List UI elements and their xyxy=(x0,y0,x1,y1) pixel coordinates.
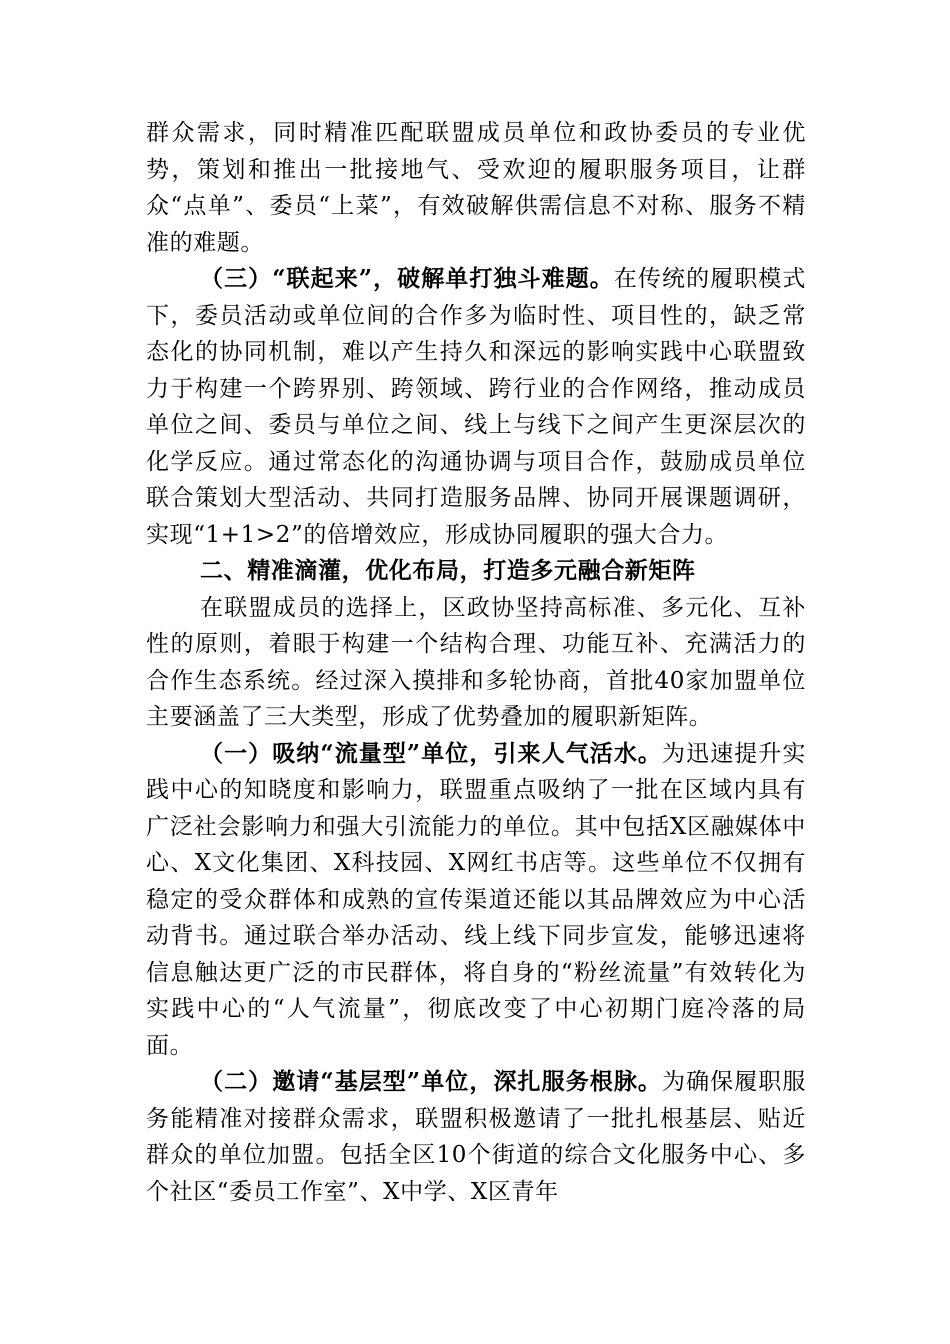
paragraph-4-text: 为迅速提升实践中心的知晓度和影响力，联盟重点吸纳了一批在区域内具有广泛社会影响力和强大引流能力的单位。其中包括X区融媒体中心、X文化集团、X科技园、X网红书店等。这些单位不仅拥有稳定的受众群体和成熟的宣传渠道还能以其品牌效应为中心活动背书。通过联合举办活动、线上线下同步宣发，能够迅速将信息触达更广泛的市民群体，将自身的“粉丝流量”有效转化为实践中心的“人气流量”，彻底改变了中心初期门庭冷落的局面。 xyxy=(146,740,806,1059)
paragraph-1-text: 群众需求，同时精准匹配联盟成员单位和政协委员的专业优势，策划和推出一批接地气、受欢迎的履职服务项目，让群众“点单”、委员“上菜”，有效破解供需信息不对称、服务不精准的难题。 xyxy=(146,120,806,256)
paragraph-3 xyxy=(146,590,806,736)
section-heading-main: 二、精准滴灌，优化布局，打造多元融合新矩阵 xyxy=(200,558,696,584)
heading-2 xyxy=(146,553,806,590)
section-heading-3: （三）“联起来”，破解单打独斗难题。 xyxy=(200,265,614,292)
paragraph-2-text: 在传统的履职模式下，委员活动或单位间的合作多为临时性、项目性的，缺乏常态化的协同机制，难以产生持久和深远的影响实践中心联盟致力于构建一个跨界别、跨领域、跨行业的合作网络，推动成员单位之间、委员与单位之间、线上与线下之间产生更深层次的化学反应。通过常态化的沟通协调与项目合作，鼓励成员单位联合策划大型活动、共同打造服务品牌、协同开展课题调研，实现“1+1>2”的倍增效应，形成协同履职的强大合力。 xyxy=(146,266,806,548)
paragraph-3-text: 在联盟成员的选择上，区政协坚持高标准、多元化、互补性的原则，着眼于构建一个结构合理、功能互补、充满活力的合作生态系统。经过深入摸排和多轮协商，首批40家加盟单位主要涵盖了三大类型，形成了优势叠加的履职新矩阵。 xyxy=(146,594,806,730)
paragraph-2 xyxy=(146,261,806,553)
paragraph-5-text: 为确保履职服务能精准对接群众需求，联盟积极邀请了一批扎根基层、贴近群众的单位加盟。包括全区10个街道的综合文化服务中心、多个社区“委员工作室”、X中学、X区青年 xyxy=(146,1069,806,1205)
paragraph-5 xyxy=(146,1064,806,1210)
paragraph-4 xyxy=(146,736,806,1065)
paragraph-1 xyxy=(146,115,806,261)
section-heading-1: （一）吸纳“流量型”单位，引来人气活水。 xyxy=(200,739,662,767)
document-body xyxy=(146,115,806,1210)
section-heading-2: （二）邀请“基层型”单位，深扎服务根脉。 xyxy=(200,1068,662,1095)
